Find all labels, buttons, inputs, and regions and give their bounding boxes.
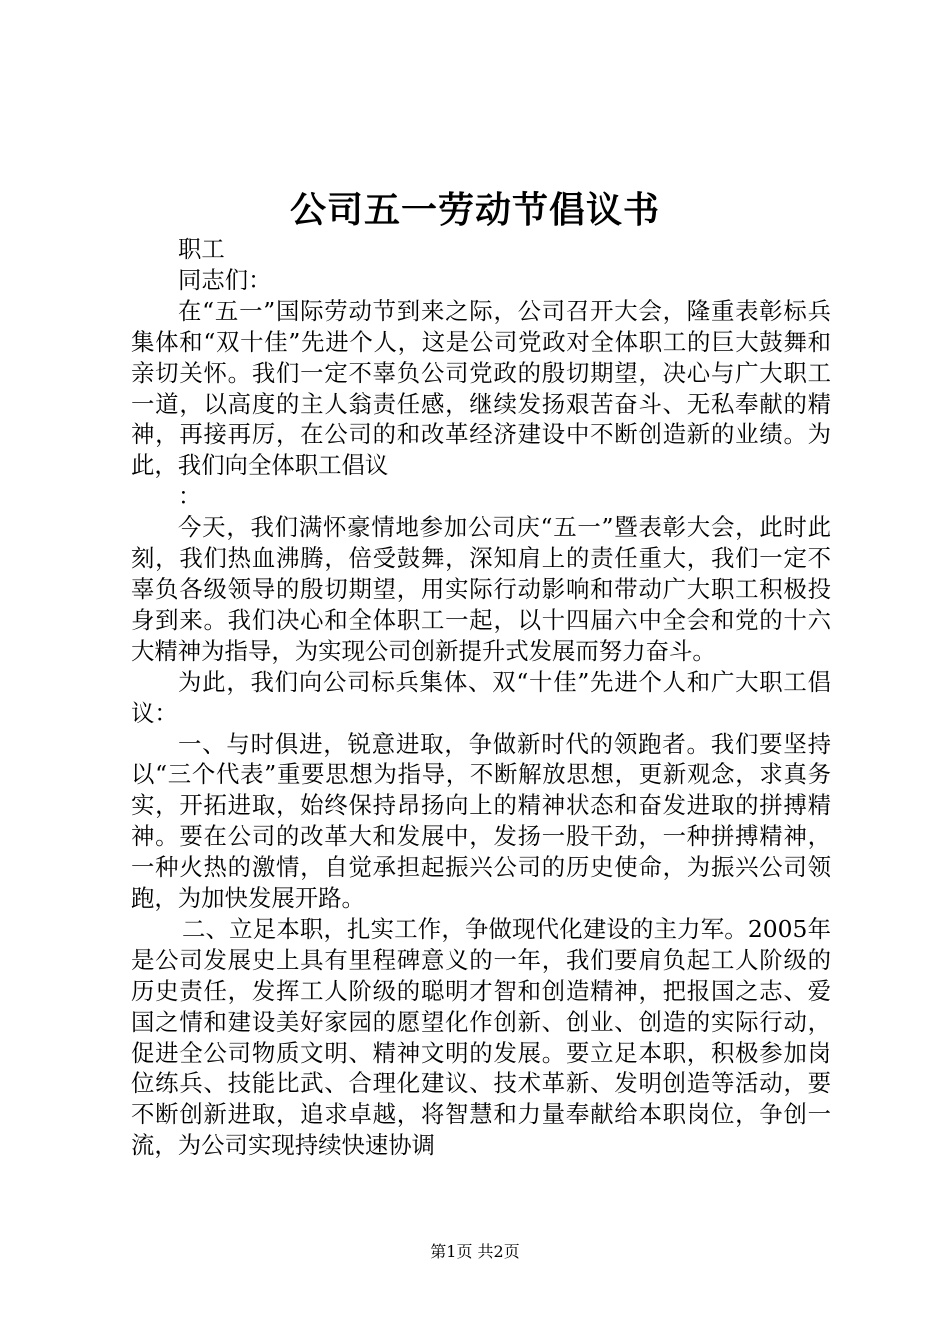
colon-line: ： (178, 482, 202, 511)
point-two-paragraph: 二、立足本职，扎实工作，争做现代化建设的主力军。2005年是公司发展史上具有里程碑意义的一年，我们要肩负起工人阶级的历史责任，发挥工人阶级的聪明才智和创造精神，把报国之志、爱国之情和建设美好家园的愿望化作创新、创业、创造的实际行动，促进全公司物质文明、精神文明的发展。要立足本职，积极参加岗位练兵、技能比武、合理化建议、技术革新、发明创造等活动，要不断创新进取，追求卓越，将智慧和力量奉献给本职岗位，争创一流，为公司实现持续快速协调 (131, 914, 831, 1160)
point-one-paragraph: 一、与时俱进，锐意进取，争做新时代的领跑者。我们要坚持以“三个代表”重要思想为指导，不断解放思想，更新观念，求真务实，开拓进取，始终保持昂扬向上的精神状态和奋发进取的拼搏精神。要在公司的改革大和发展中，发扬一股干劲，一种拼搏精神，一种火热的激情，自觉承担起振兴公司的历史使命，为振兴公司领跑，为加快发展开路。 (131, 729, 831, 913)
document-title: 公司五一劳动节倡议书 (289, 189, 660, 231)
today-paragraph: 今天，我们满怀豪情地参加公司庆“五一”暨表彰大会，此时此刻，我们热血沸腾，倍受鼓舞，深知肩上的责任重大，我们一定不辜负各级领导的殷切期望，用实际行动影响和带动广大职工积极投身到来。我们决心和全体职工一起，以十四届六中全会和党的十六大精神为指导，为实现公司创新提升式发展而努力奋斗。 (131, 513, 831, 665)
greeting-line: 同志们： (178, 265, 272, 294)
proposal-paragraph: 为此，我们向公司标兵集体、双“十佳”先进个人和广大职工倡议： (131, 667, 831, 727)
document-body (131, 234, 831, 1161)
intro-paragraph: 在“五一”国际劳动节到来之际，公司召开大会，隆重表彰标兵集体和“双十佳”先进个人，这是公司党政对全体职工的巨大鼓舞和亲切关怀。我们一定不辜负公司党政的殷切期望，决心与广大职工一道，以高度的主人翁责任感，继续发扬艰苦奋斗、无私奉献的精神，再接再厉，在公司的和改革经济建设中不断创造新的业绩。为此，我们向全体职工倡议 (131, 296, 831, 480)
recipient-line: 职工 (178, 235, 225, 263)
page-number-footer: 第1页 共2页 (430, 1242, 520, 1261)
